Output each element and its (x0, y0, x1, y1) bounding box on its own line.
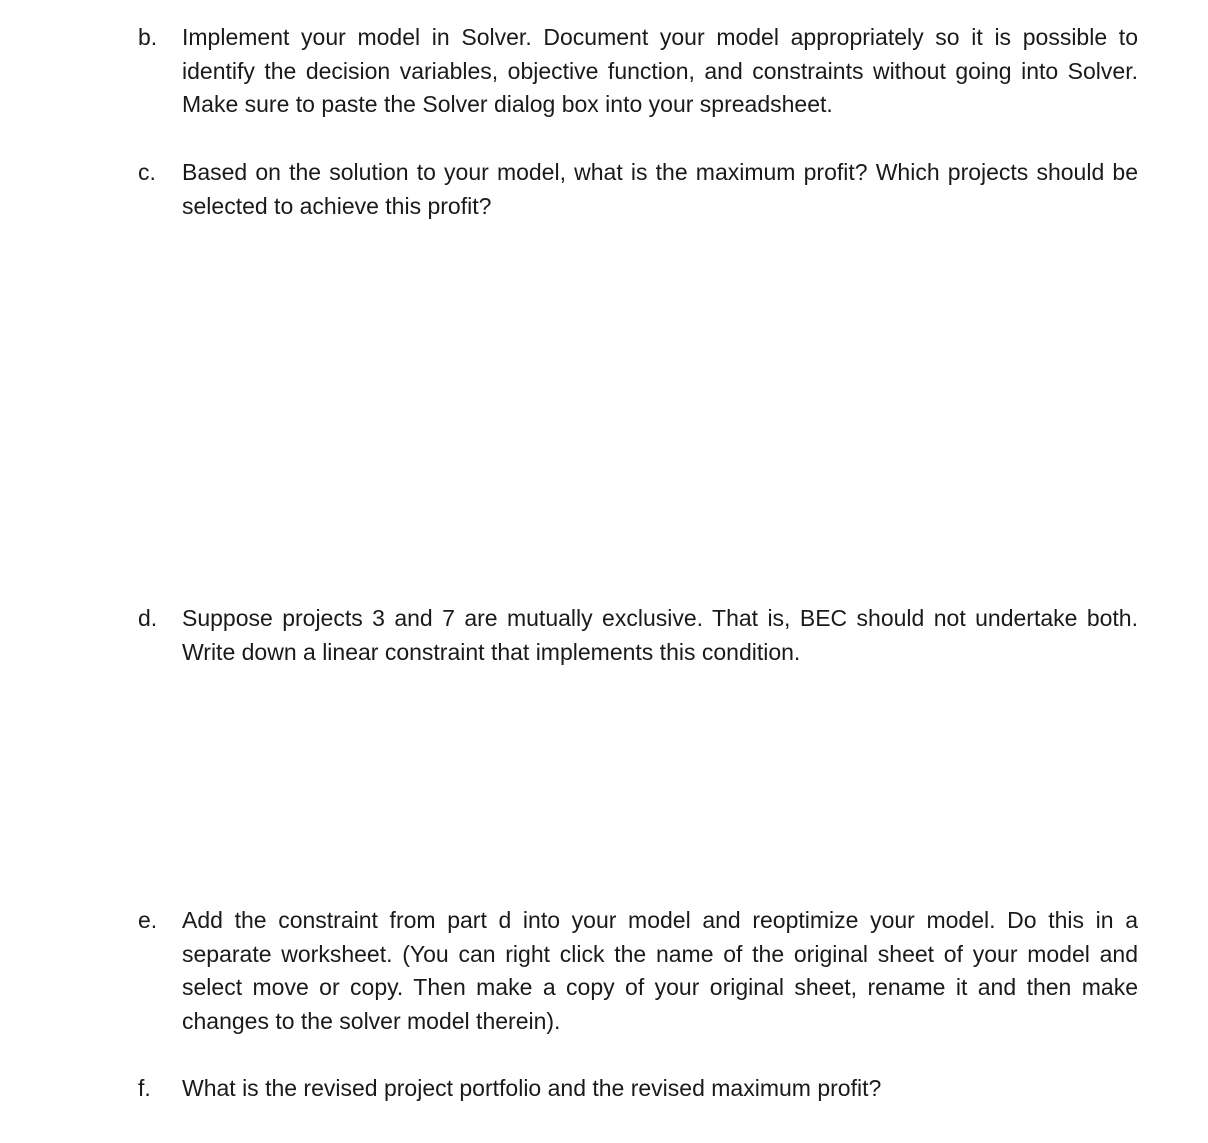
item-marker-b: b. (138, 24, 158, 50)
item-marker-c: c. (138, 159, 156, 185)
item-marker-f: f. (138, 1075, 151, 1101)
question-item-f (138, 1072, 1138, 1106)
item-marker-d: d. (138, 605, 158, 631)
question-item-e (138, 904, 1138, 1038)
item-text-c: Based on the solution to your model, what is the maximum profit? Which projects should be selected to achieve this profit? (182, 159, 1138, 219)
item-text-d: Suppose projects 3 and 7 are mutually exclusive. That is, BEC should not undertake both. Write down a linear constraint that implements this condition. (182, 605, 1138, 665)
item-text-f: What is the revised project portfolio and the revised maximum profit? (182, 1075, 882, 1101)
question-item-b (138, 21, 1138, 122)
item-text-b: Implement your model in Solver. Document your model appropriately so it is possible to identify the decision variables, objective function, and constraints without going into Solver. Make sure to paste the Solver dialog box into your spreadsheet. (182, 24, 1138, 117)
question-item-c (138, 156, 1138, 223)
item-text-e: Add the constraint from part d into your model and reoptimize your model. Do this in a separate worksheet. (You can right click the name of the original sheet of your model and select move or copy. Then make a copy of your original sheet, rename it and then make changes to the solver model therein). (182, 907, 1138, 1034)
item-marker-e: e. (138, 907, 158, 933)
question-item-d (138, 602, 1138, 669)
